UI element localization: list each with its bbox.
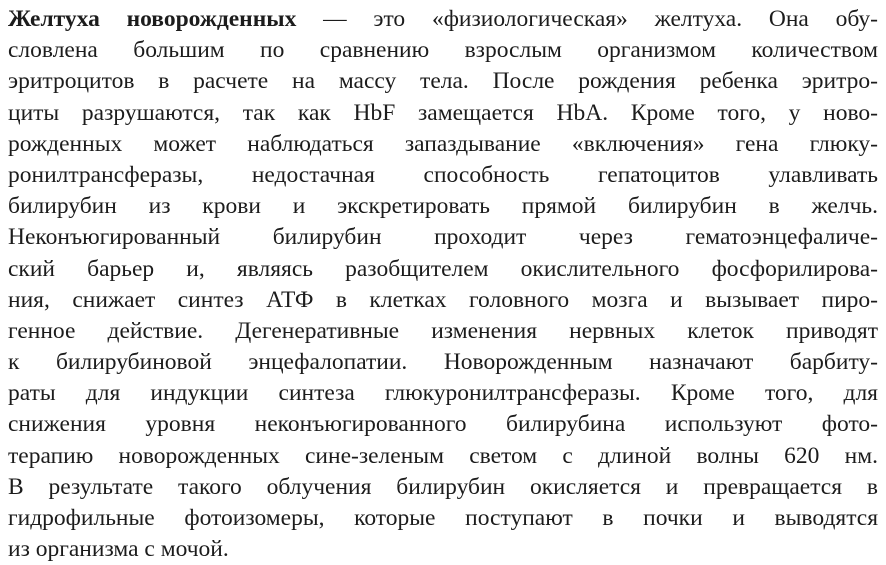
text-line: к билирубиновой энцефалопатии. Новорожденным назначают барбиту-	[8, 349, 878, 376]
text-line: генное действие. Дегенеративные изменения нервных клеток приводят	[8, 317, 878, 344]
text-line: гидрофильные фотоизомеры, которые поступают в почки и выводятся	[8, 505, 878, 531]
paragraph-neonatal-jaundice	[8, 4, 878, 565]
text-line: В результате такого облучения билирубин окисляется и превращается в	[8, 473, 878, 500]
text-line: билирубин из крови и экскретировать прямой билирубин в желчь.	[8, 193, 878, 220]
text-line: раты для индукции синтеза глюкуронилтрансферазы. Кроме того, для	[8, 380, 878, 407]
first-line-text: — это «физиологическая» желтуха. Она обу-	[296, 6, 879, 32]
text-line: ский барьер и, являясь разобщителем окислительного фосфорилирова-	[8, 255, 878, 282]
text-line: ния, снижает синтез АТФ в клетках головного мозга и вызывает пиро-	[8, 286, 878, 313]
text-line-1	[8, 4, 878, 35]
text-line: циты разрушаются, так как HbF замещается HbA. Кроме того, у ново-	[8, 99, 878, 126]
text-line: словлена большим по сравнению взрослым организмом количеством	[8, 37, 878, 64]
text-line: эритроцитов в расчете на массу тела. После рождения ребенка эритро-	[8, 68, 878, 95]
text-line: снижения уровня неконъюгированного билирубина используют фото-	[8, 411, 878, 438]
text-line: ронилтрансферазы, недостачная способность гепатоцитов улавливать	[8, 161, 878, 188]
text-line: Неконъюгированный билирубин проходит через гематоэнцефаличе-	[8, 224, 878, 251]
text-line: рожденных может наблюдаться запаздывание «включения» гена глюку-	[8, 130, 878, 157]
text-line: терапию новорожденных сине-зеленым светом с длиной волны 620 нм.	[8, 442, 878, 469]
text-line-last: из организма с мочой.	[8, 536, 229, 563]
bold-term: Желтуха новорожденных	[8, 6, 297, 32]
